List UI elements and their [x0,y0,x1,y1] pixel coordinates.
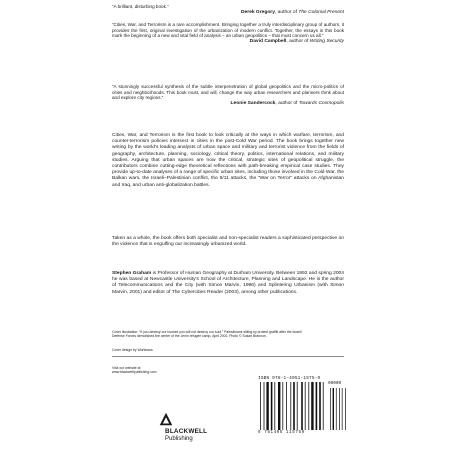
review-1-attribution [112,10,344,16]
divider-rule [112,356,344,357]
cover-credits [112,330,312,339]
editor-bio [112,271,344,296]
book-summary [112,236,344,248]
website-block [112,366,344,375]
review-2-author: David Campbell [249,38,287,44]
review-2-source: Writing Security [309,38,344,44]
review-3-source: Towards Cosmopolis [298,100,344,106]
review-3-attribution [112,101,344,107]
review-1-author: Derek Gregory [240,9,275,15]
review-3 [112,84,344,107]
cover-illustration-credit: Cover illustration: “If you destroy our houses you will not destroy our soul.” Palestinians sitting by protest graffiti after the Israeli Defense Forces demolished the center of the Jenin refugee camp, April 2002. Photo © Susan Brannon. [112,330,302,339]
review-3-author: Leonie Sandercock [230,100,276,106]
barcode-price-code: 90000 [328,381,342,386]
review-2 [112,22,344,45]
review-3-quote: “A stunningly successful synthesis of the subtle interpenetration of global geopolitics and the micro-politics of cities and neighborhoods. This book must, and will, change the way urban researchers and planners think about and explore city regions.” [112,84,344,101]
bio-name: Stephen Graham [112,271,152,276]
review-2-source-prefix: , author of [286,38,310,44]
bio-text: is Professor of Human Geography at Durham University. Between 1992 and spring 2004 he was based at Newcastle University's School of Architecture, Planning and Landscape. He is the author of Telecommunications and the City (with Simon Marvin, 1996) and Splintering Urbanism (with Simon Marvin, 2001) and editor of The Cybercities Reader (2003), among other publications. [112,271,344,295]
bio-paragraph [112,271,344,296]
review-1-quote: “A brilliant, disturbing book.” [112,4,169,9]
cover-design-credit: Cover design by Workhaus [112,348,153,352]
book-description [112,133,344,189]
isbn-top-text: ISBN 978-1-4051-1575-9 [258,376,321,381]
review-1-source-prefix: , author of [274,9,299,15]
description-paragraph-1: Cities, War, and Terrorism is the first book to look critically at the ways in which warfare, terrorism, and counter-terrorism policies intersect in cities in the post-Cold War period. The book brings together new writing by the world's leading analysts of urban space and military and terrorist violence from the fields of geography, architecture, planning, sociology, critical theory, politics, international relations, and military studies. Arguing that urban spaces are now the critical, strategic sites of geopolitical struggle, the contributors combine cutting-edge theoretical reflections with path-breaking empirical case studies. They provide up-to-date analyses of a range of specific urban sites, including those involved in the Cold War, the Balkan wars, the Israeli–Palestinian conflict, the 9/11 attacks, the “War on Terror” attacks on Afghanistan and Iraq, and urban anti-globalization battles. [112,133,344,188]
review-3-source-prefix: , author of [275,100,299,106]
publisher-logo-icon [157,410,175,428]
review-2-quote: “Cities, War, and Terrorism is a rare accomplishment. Bringing together a truly interdisciplinary group of authors, it provides the first, original investigation of the urbanization of modern conflict. Together, the essays in this book mark the beginning of a new and vital field of analysis – an urban geopolitics – that must concern us all.” [112,22,344,39]
review-2-attribution [112,39,344,45]
publisher-subname: Publishing [165,436,193,442]
barcode-bars [260,382,348,430]
website-line-1: Visit our website at [112,366,141,370]
cover-design-credit-wrap [112,348,344,352]
publisher-logo [155,408,215,448]
review-1 [112,4,344,16]
isbn-bottom-text: 9 781405 115759 [258,431,305,435]
description-paragraph-2: Taken as a whole, the book offers both specialist and non-specialist readers a sophisticated perspective on the violence that is engulfing our increasingly urbanized world. [112,236,344,248]
website-url: www.blackwellpublishing.com [112,370,157,375]
isbn-barcode [258,376,350,440]
review-1-source: The Colonial Present [298,9,344,15]
publisher-name: BLACKWELL [165,428,208,435]
